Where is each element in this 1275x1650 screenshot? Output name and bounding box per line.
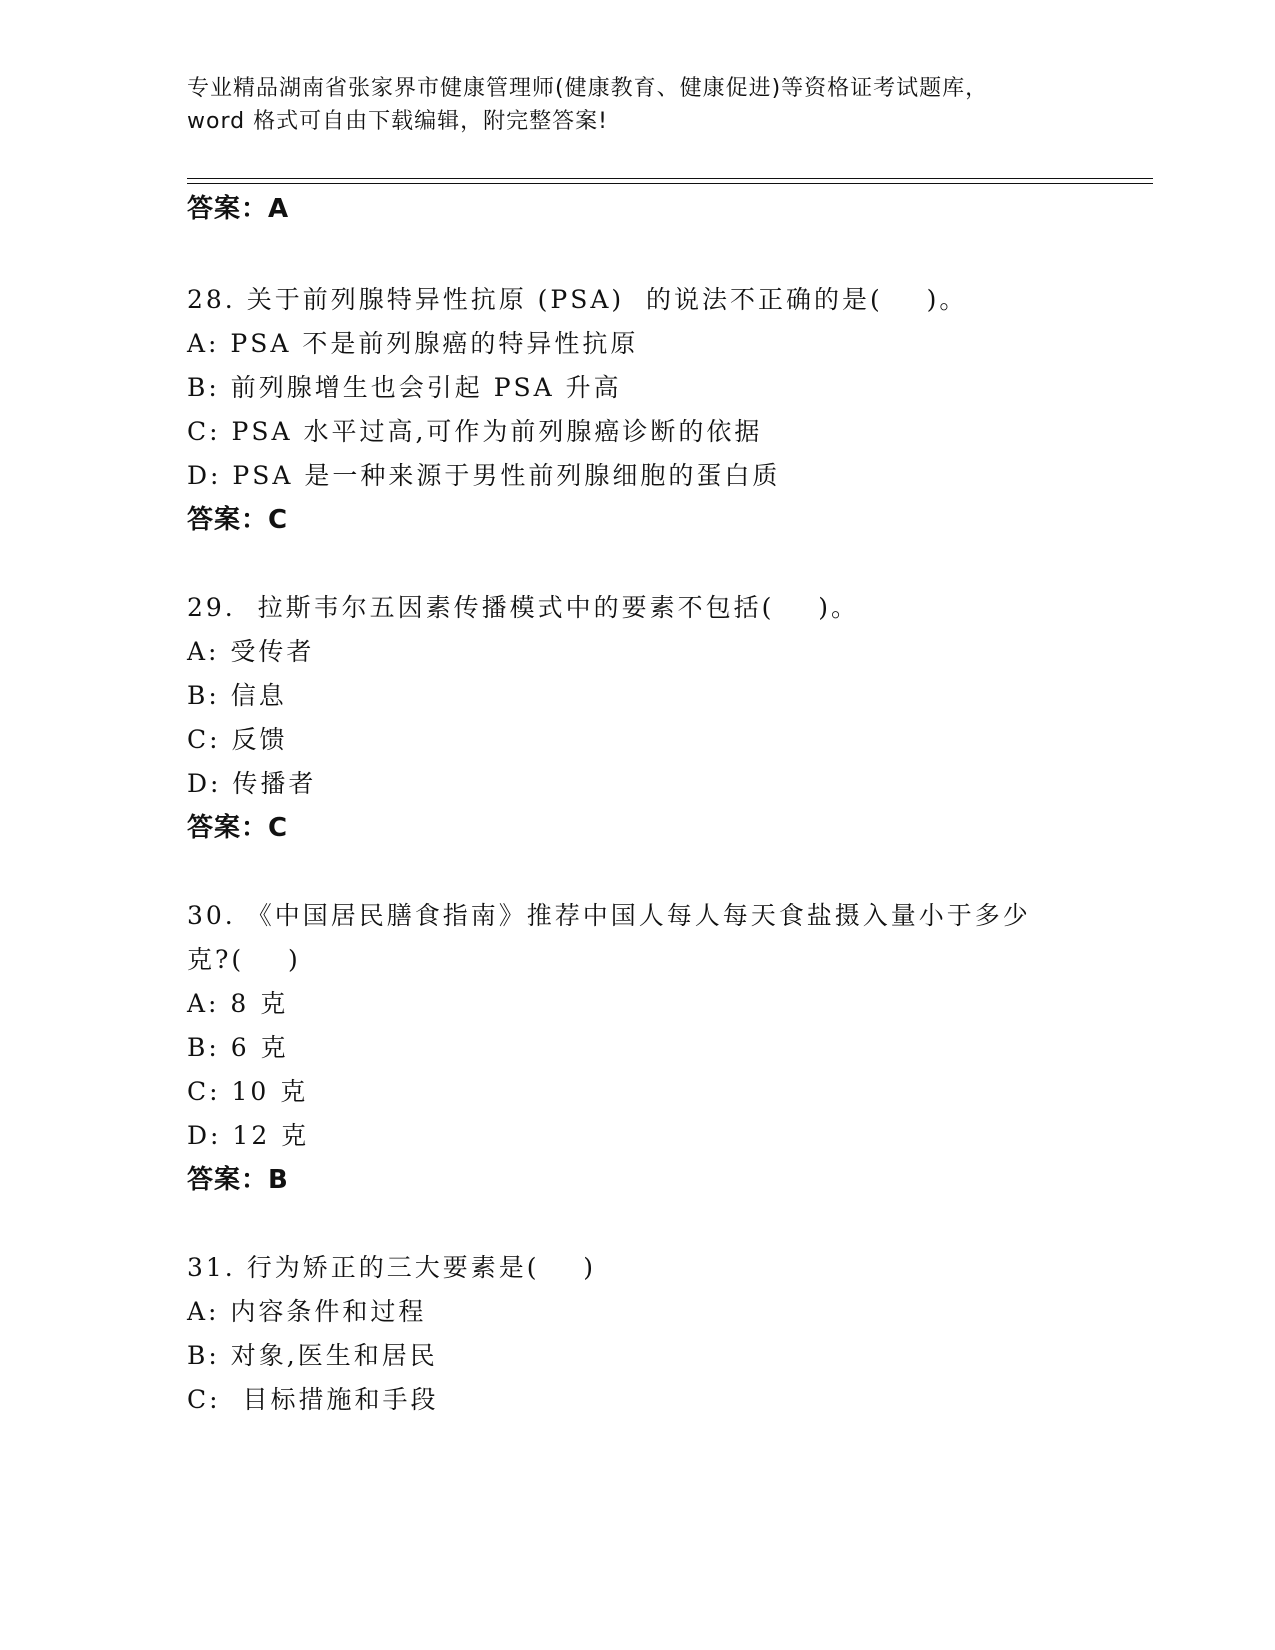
header-line-2: word 格式可自由下载编辑，附完整答案! — [187, 109, 608, 134]
question-30-stem-line-2: 克?( ) — [187, 945, 301, 974]
question-30-option-b: B: 6 克 — [187, 1033, 289, 1062]
question-28-option-a: A: PSA 不是前列腺癌的特异性抗原 — [187, 329, 639, 358]
question-31-option-b: B: 对象,医生和居民 — [187, 1341, 438, 1370]
question-30-option-c: C: 10 克 — [187, 1077, 309, 1106]
question-31-option-c: C: 目标措施和手段 — [187, 1385, 439, 1414]
question-30-answer: 答案：B — [187, 1165, 289, 1195]
question-29-option-d: D: 传播者 — [187, 769, 317, 798]
question-29-option-a: A: 受传者 — [187, 637, 315, 666]
question-30-option-a: A: 8 克 — [187, 989, 289, 1018]
question-28-option-c: C: PSA 水平过高,可作为前列腺癌诊断的依据 — [187, 417, 763, 446]
question-28-option-b: B: 前列腺增生也会引起 PSA 升高 — [187, 373, 622, 402]
question-30-option-d: D: 12 克 — [187, 1121, 310, 1150]
header-line-1: 专业精品湖南省张家界市健康管理师(健康教育、健康促进)等资格证考试题库， — [187, 76, 989, 101]
question-29-option-c: C: 反馈 — [187, 725, 288, 754]
question-29-option-b: B: 信息 — [187, 681, 287, 710]
header-divider-top — [187, 178, 1153, 179]
question-30-stem-line-1: 30. 《中国居民膳食指南》推荐中国人每人每天食盐摄入量小于多少 — [187, 901, 1031, 930]
question-29-answer: 答案：C — [187, 813, 289, 843]
question-28-option-d: D: PSA 是一种来源于男性前列腺细胞的蛋白质 — [187, 461, 781, 490]
question-29-stem: 29. 拉斯韦尔五因素传播模式中的要素不包括( )。 — [187, 593, 859, 622]
header-divider-bottom — [187, 183, 1153, 184]
question-31-option-a: A: 内容条件和过程 — [187, 1297, 427, 1326]
question-31-stem: 31. 行为矫正的三大要素是( ) — [187, 1253, 596, 1282]
answer-previous: 答案：A — [187, 194, 290, 224]
document-header — [187, 72, 1087, 138]
question-28-answer: 答案：C — [187, 505, 289, 535]
question-28-stem: 28. 关于前列腺特异性抗原 (PSA) 的说法不正确的是( )。 — [187, 285, 968, 314]
